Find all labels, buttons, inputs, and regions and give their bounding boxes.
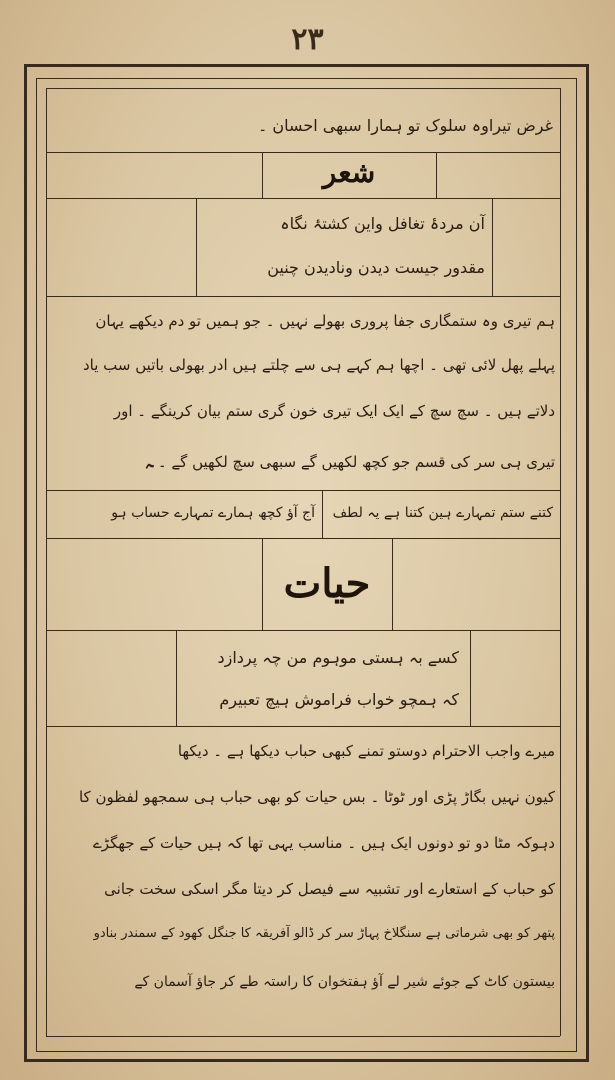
- persian-couplet-1-line-1: آن مردۂ تغافل واین کشتۂ نگاہ: [280, 214, 485, 233]
- couplet-1-box-right: [492, 198, 493, 296]
- hayat-heading: حیات: [283, 560, 371, 607]
- couplet-row-divider: [322, 490, 323, 538]
- prose-1-line-4: [145, 448, 555, 473]
- rule-right: [560, 88, 561, 1036]
- rule-after-couplet-row: [46, 538, 560, 539]
- prose-1-line-1: ہم تیری وہ ستمگاری جفا پروری بھولے نہیں ۔ جو ہمیں تو دم دیکھے یہان: [95, 312, 555, 330]
- rule-after-sher-heading: [46, 198, 560, 199]
- prose-2-line-3: دہوکہ مٹا دو تو دونوں ایک ہیں ۔ مناسب یہی تھا کہ ہیں حیات کے جھگڑے: [93, 834, 555, 852]
- prose-1-line-4-text: تیری ہی سر کی قسم جو کچھ لکھیں گے سبھی سچ لکھیں گے ۔: [157, 453, 555, 471]
- couplet-row-left: آج آؤ کچھ ہمارے تمہارے حساب ہو: [111, 505, 315, 521]
- rule-top: [46, 88, 560, 89]
- couplet-2-box-left: [176, 630, 177, 726]
- page-number: ۲۳: [291, 22, 324, 57]
- rule-after-hayat-heading: [46, 630, 560, 631]
- couplet-row-right: کتنے ستم تمہارے ہین کتنا ہے یہ لطف: [332, 505, 553, 521]
- rule-after-couplet-2: [46, 726, 560, 727]
- couplet-2-box-right: [470, 630, 471, 726]
- rule-bottom: [46, 1036, 560, 1037]
- prose-2-line-4: کو حباب کے استعارے اور تشبیہ سے فیصل کر دیتا مگر اسکی سخت جانی: [104, 880, 555, 898]
- prose-2-line-2: کیون نہیں بگاڑ پڑی اور ٹوٹا ۔ بس حیات کو بھی حباب ہی سمجھو لفظون کا: [78, 788, 555, 806]
- sher-heading: شعر: [322, 156, 376, 189]
- hayat-box-right: [392, 538, 393, 630]
- rule-after-couplet-1: [46, 296, 560, 297]
- prose-2-line-1: میرے واجب الاحترام دوستو تمنے کبھی حباب دیکھا ہے ۔ دیکھا: [177, 742, 555, 760]
- prose-1-line-3: دلاتے ہیں ۔ سچ سچ کے ایک ایک تیری خون گری ستم بیان کرینگے ۔ اور: [113, 402, 555, 420]
- couplet-1-box-left: [196, 198, 197, 296]
- rule-left: [46, 88, 47, 1036]
- persian-couplet-2-line-1: کسے بہ ہستی موہوم من چہ پردازد: [217, 648, 459, 667]
- prose-2-line-5: پتھر کو بھی شرماتی ہے سنگلاخ پہاڑ سر کر ڈالو آفریقہ کا جنگل کھود کے سمندر بنادو: [93, 926, 555, 941]
- prose-1-line-2: پہلے پھل لائی تھی ۔ اچھا ہم کہے ہی سے چلتے ہیں ادر بھولی باتیں سب یاد: [82, 356, 555, 374]
- rule-after-intro: [46, 152, 560, 153]
- sher-box-right: [436, 152, 437, 198]
- rule-after-prose-1: [46, 490, 560, 491]
- persian-couplet-1-line-2: مقدور جیست دیدن ونادیدن چنین: [267, 258, 485, 277]
- prose-2-line-6: بیستون کاٹ کے جوئے شیر لے آؤ ہفتخوان کا راستہ طے کر جاؤ آسمان کے: [134, 974, 555, 990]
- persian-couplet-2-line-2: کہ ہمچو خواب فراموش ہیچ تعبیرم: [219, 690, 459, 709]
- intro-line: غرض تیراوہ سلوک تو ہمارا سبھی احسان ۔: [257, 116, 553, 135]
- prose-1-end-mark: ﮧ: [144, 448, 154, 473]
